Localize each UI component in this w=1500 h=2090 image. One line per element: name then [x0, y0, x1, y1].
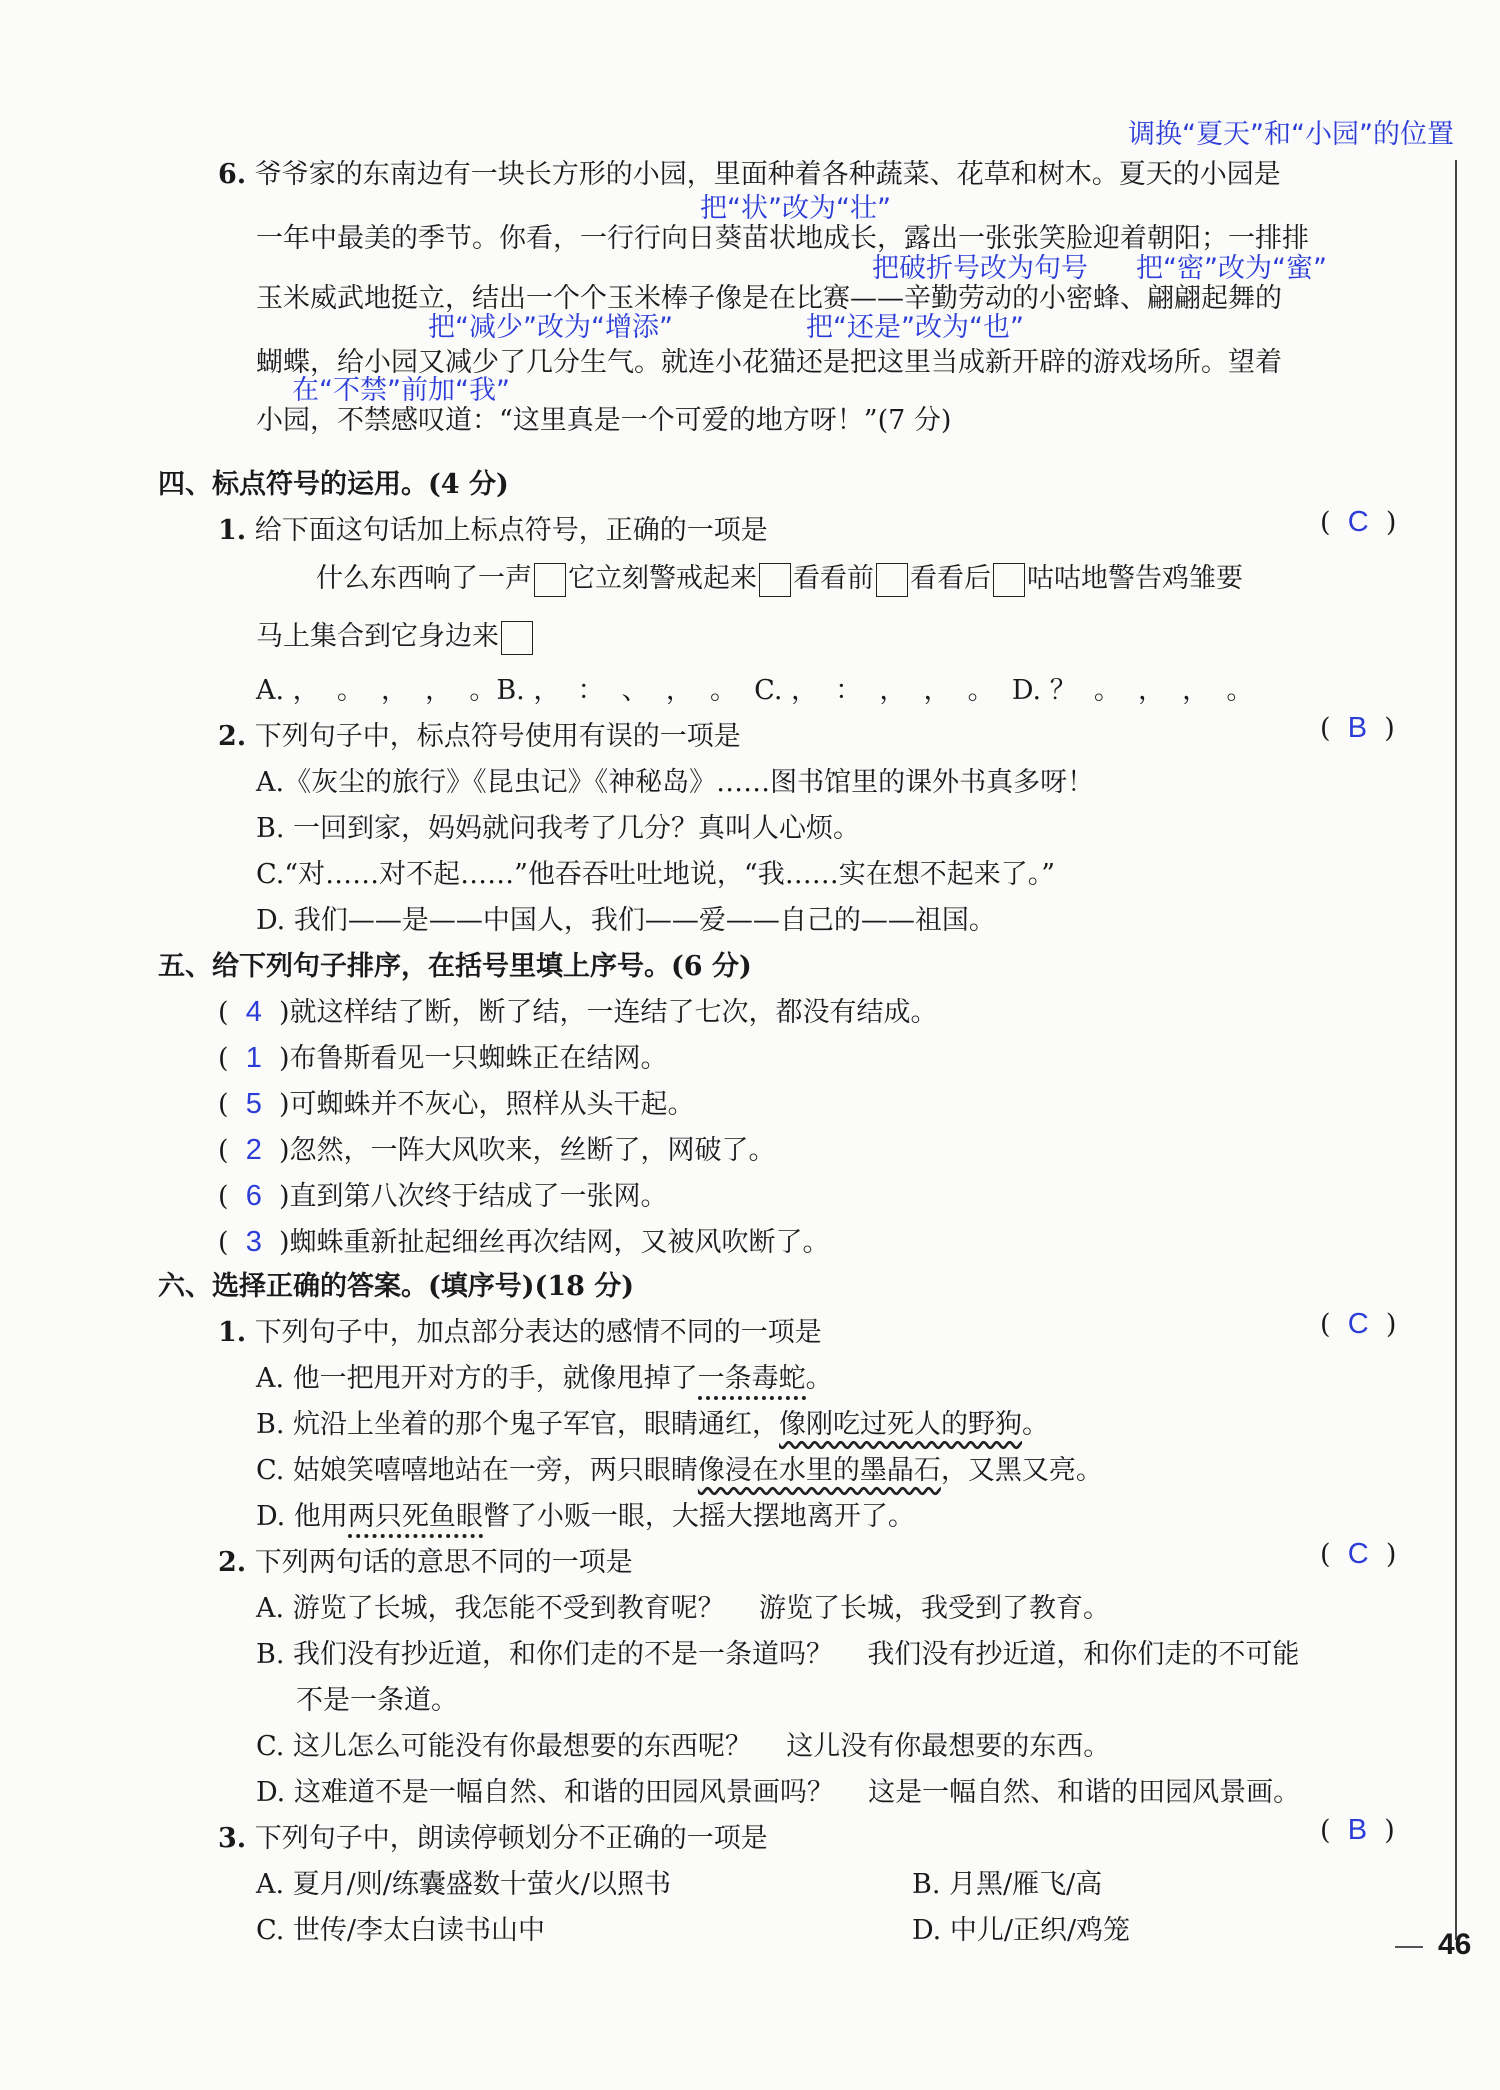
blank-box-3	[876, 563, 908, 597]
s6-q1-answer-paren: ( C )	[1320, 1308, 1397, 1340]
s6-q2-option-a: A. 游览了长城，我怎能不受到教育呢？ 游览了长城，我受到了教育。	[256, 1593, 1110, 1624]
a-seg-1: A. 他一把甩开对方的手，就像甩掉了	[256, 1363, 698, 1394]
s4-q2-answer-paren: ( B )	[1320, 712, 1395, 744]
s6-q1-option-a	[256, 1356, 833, 1395]
ordering-number: 2	[245, 1134, 262, 1166]
s6-q3-answer-paren: ( B )	[1320, 1814, 1395, 1846]
blank-box-4	[993, 563, 1025, 597]
annotation-3: 把“密”改为“蜜”	[1136, 253, 1327, 284]
paren-open: (	[218, 1181, 246, 1212]
s4-q2-answer: B	[1347, 712, 1368, 744]
ordering-number: 1	[245, 1042, 262, 1074]
s4-q1-answer: C	[1347, 506, 1369, 538]
section-5-title: 五、给下列句子排序，在括号里填上序号。(6 分)	[158, 951, 752, 982]
s4-q1-answer-paren: ( C )	[1320, 506, 1397, 538]
ordering-text: 蜘蛛重新扯起细丝再次结网，又被风吹断了。	[289, 1227, 830, 1258]
paren-close: )	[261, 1181, 290, 1212]
paren-close: )	[261, 1089, 290, 1120]
c-seg-3: ，又黑又亮。	[940, 1455, 1103, 1486]
seg-5: 咕咕地警告鸡雏要	[1027, 563, 1243, 594]
b-underlined: 像刚吃过死人的野狗	[779, 1409, 1023, 1440]
s6-q2-option-d: D. 这难道不是一幅自然、和谐的田园风景画吗？ 这是一幅自然、和谐的田园风景画。	[256, 1777, 1301, 1808]
s4-q2-option-c: C.“对……对不起……”他吞吞吐吐地说，“我……实在想不起来了。”	[256, 859, 1055, 890]
blank-box-5	[501, 621, 533, 655]
d-seg-1: D. 他用	[256, 1501, 348, 1532]
blank-box-2	[759, 563, 791, 597]
s6-q2-option-c: C. 这儿怎么可能没有你最想要的东西呢？ 这儿没有你最想要的东西。	[256, 1731, 1111, 1762]
ordering-number: 4	[245, 996, 262, 1028]
ordering-item	[218, 1220, 830, 1259]
a-dotted: 一条毒蛇	[698, 1363, 806, 1400]
paren-open: (	[218, 1227, 246, 1258]
ordering-item	[218, 1082, 695, 1121]
annotation-5: 把“还是”改为“也”	[806, 312, 1024, 343]
annotation-4: 把“减少”改为“增添”	[428, 312, 673, 343]
s4-q2	[218, 714, 741, 753]
paren-close: )	[261, 997, 290, 1028]
s6-q1-answer: C	[1347, 1308, 1369, 1340]
s6-q1-text: 下列句子中，加点部分表达的感情不同的一项是	[254, 1317, 822, 1348]
page-number: 46	[1438, 1928, 1472, 1961]
s6-q3	[218, 1816, 768, 1855]
ordering-item	[218, 1128, 776, 1167]
s6-q3-option-b: B. 月黑/雁飞/高	[912, 1869, 1103, 1900]
s6-q2-text: 下列两句话的意思不同的一项是	[254, 1547, 633, 1578]
seg-2: 它立刻警戒起来	[568, 563, 757, 594]
d-seg-3: 瞥了小贩一眼，大摇大摆地离开了。	[482, 1501, 915, 1532]
annotation-1: 把“状”改为“壮”	[700, 193, 891, 224]
s4-q1-number: 1.	[218, 515, 247, 546]
s4-q1-options: A. ， 。 ， ， 。B. ， ： 、 ， 。 C. ， ： ， ， 。 D. ？ 。 ， ， 。	[256, 675, 1254, 706]
margin-line	[1455, 160, 1457, 1940]
s6-q1-option-d	[256, 1494, 915, 1533]
q6-line-2: 一年中最美的季节。你看，一行行向日葵苗状地成长，露出一张张笑脸迎着朝阳；一排排	[256, 223, 1309, 254]
a-seg-3: 。	[805, 1363, 833, 1394]
b-seg-1: B. 炕沿上坐着的那个鬼子军官，眼睛通红，	[256, 1409, 780, 1440]
s6-q1-option-c	[256, 1448, 1103, 1487]
seg-4: 看看后	[910, 563, 991, 594]
ordering-number: 5	[245, 1088, 262, 1120]
ordering-text: 忽然，一阵大风吹来，丝断了，网破了。	[289, 1135, 776, 1166]
paren-close: )	[261, 1043, 290, 1074]
s4-q1-sentence-2	[256, 614, 535, 655]
s6-q3-text: 下列句子中，朗读停顿划分不正确的一项是	[254, 1823, 768, 1854]
section-6-title: 六、选择正确的答案。(填序号)(18 分)	[158, 1271, 635, 1302]
paren-close: )	[261, 1135, 290, 1166]
ordering-text: 直到第八次终于结成了一张网。	[289, 1181, 668, 1212]
paren-open: (	[218, 1135, 246, 1166]
c-underlined: 像浸在水里的墨晶石	[697, 1455, 941, 1486]
seg-6: 马上集合到它身边来	[256, 621, 499, 652]
s4-q1-text: 给下面这句话加上标点符号，正确的一项是	[254, 515, 768, 546]
s6-q2-number: 2.	[218, 1547, 247, 1578]
s6-q2-option-b: B. 我们没有抄近道，和你们走的不是一条道吗？ 我们没有抄近道，和你们走的不可能	[256, 1639, 1300, 1670]
ordering-number: 6	[245, 1180, 262, 1212]
s4-q2-option-b: B. 一回到家，妈妈就问我考了几分？真叫人心烦。	[256, 813, 861, 844]
page-number-dash	[1395, 1946, 1423, 1948]
s6-q2	[218, 1540, 633, 1579]
s4-q1	[218, 508, 768, 547]
annotation-6: 在“不禁”前加“我”	[292, 375, 510, 406]
paren-close: )	[261, 1227, 290, 1258]
q6-line-5: 小园，不禁感叹道：“这里真是一个可爱的地方呀！”(7 分)	[256, 405, 952, 436]
section-4-title: 四、标点符号的运用。(4 分)	[158, 469, 509, 500]
s6-q3-option-a: A. 夏月/则/练囊盛数十萤火/以照书	[256, 1869, 671, 1900]
q6-text-1: 爷爷家的东南边有一块长方形的小园，里面种着各种蔬菜、花草和树木。夏天的小园是	[254, 159, 1281, 190]
ordering-item	[218, 990, 938, 1029]
annotation-swap: 调换“夏天”和“小园”的位置	[1128, 119, 1454, 150]
b-seg-3: 。	[1022, 1409, 1050, 1440]
s6-q3-option-d: D. 中儿/正织/鸡笼	[912, 1915, 1131, 1946]
s6-q3-option-c: C. 世传/李太白读书山中	[256, 1915, 545, 1946]
paren-open: (	[218, 1089, 246, 1120]
ordering-text: 可蜘蛛并不灰心，照样从头干起。	[289, 1089, 695, 1120]
s6-q3-number: 3.	[218, 1823, 247, 1854]
paren-open: (	[218, 997, 246, 1028]
q6-line-3: 玉米威武地挺立，结出一个个玉米棒子像是在比赛——辛勤劳动的小密蜂、翩翩起舞的	[256, 283, 1282, 314]
annotation-2: 把破折号改为句号	[872, 253, 1088, 284]
c-seg-1: C. 姑娘笑嘻嘻地站在一旁，两只眼睛	[256, 1455, 698, 1486]
s6-q2-answer-paren: ( C )	[1320, 1538, 1397, 1570]
s6-q2-option-b-cont: 不是一条道。	[296, 1685, 458, 1716]
ordering-text: 布鲁斯看见一只蜘蛛正在结网。	[289, 1043, 668, 1074]
seg-1: 什么东西响了一声	[316, 563, 532, 594]
q6-line-4: 蝴蝶，给小园又减少了几分生气。就连小花猫还是把这里当成新开辟的游戏场所。望着	[256, 347, 1282, 378]
ordering-item	[218, 1174, 668, 1213]
s6-q1	[218, 1310, 822, 1349]
ordering-text: 就这样结了断，断了结，一连结了七次，都没有结成。	[289, 997, 938, 1028]
s6-q2-answer: C	[1347, 1538, 1369, 1570]
s4-q2-option-d: D. 我们——是——中国人，我们——爱——自己的——祖国。	[256, 905, 996, 936]
paren-open: (	[218, 1043, 246, 1074]
seg-3: 看看前	[793, 563, 874, 594]
s4-q2-text: 下列句子中，标点符号使用有误的一项是	[254, 721, 741, 752]
ordering-item	[218, 1036, 668, 1075]
s4-q2-number: 2.	[218, 721, 247, 752]
s6-q3-answer: B	[1347, 1814, 1368, 1846]
s6-q1-option-b	[256, 1402, 1049, 1441]
s4-q2-option-a: A.《灰尘的旅行》《昆虫记》《神秘岛》……图书馆里的课外书真多呀！	[256, 767, 1095, 798]
d-dotted: 两只死鱼眼	[348, 1501, 483, 1538]
s4-q1-sentence-1	[316, 556, 1243, 597]
q6-number: 6.	[218, 159, 247, 190]
ordering-number: 3	[245, 1226, 262, 1258]
s6-q1-number: 1.	[218, 1317, 247, 1348]
blank-box-1	[534, 563, 566, 597]
